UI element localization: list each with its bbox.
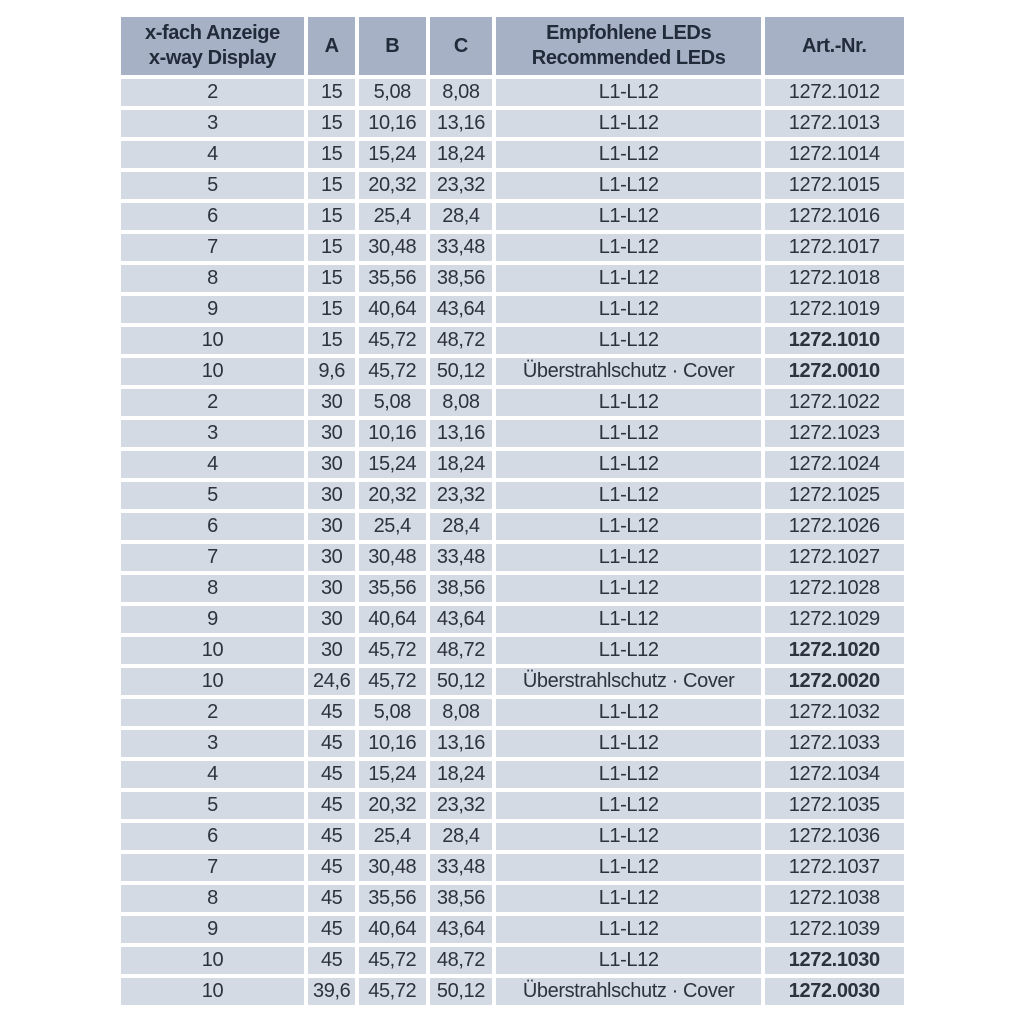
cell-dim-c: 18,24 <box>430 761 493 788</box>
cell-recommended-leds: Überstrahlschutz · Cover <box>496 358 761 385</box>
cell-article-number: 1272.0010 <box>765 358 903 385</box>
table-row <box>121 358 904 385</box>
cell-dim-c: 8,08 <box>430 79 493 106</box>
cell-article-number: 1272.1013 <box>765 110 903 137</box>
cell-dim-b: 25,4 <box>359 823 426 850</box>
cell-dim-b: 45,72 <box>359 358 426 385</box>
table-row <box>121 699 904 726</box>
table-row <box>121 203 904 230</box>
header-cell-a: A <box>308 17 354 75</box>
cell-dim-b: 40,64 <box>359 916 426 943</box>
cell-dim-a: 45 <box>308 792 354 819</box>
table-row <box>121 668 904 695</box>
cell-dim-c: 33,48 <box>430 544 493 571</box>
cell-dim-b: 10,16 <box>359 420 426 447</box>
cell-article-number: 1272.1027 <box>765 544 903 571</box>
table-row <box>121 389 904 416</box>
cell-recommended-leds: L1-L12 <box>496 606 761 633</box>
cell-dim-c: 18,24 <box>430 451 493 478</box>
cell-display-count: 2 <box>121 389 305 416</box>
cell-recommended-leds: L1-L12 <box>496 544 761 571</box>
cell-dim-a: 45 <box>308 823 354 850</box>
cell-display-count: 5 <box>121 172 305 199</box>
cell-dim-c: 33,48 <box>430 854 493 881</box>
cell-dim-a: 15 <box>308 172 354 199</box>
cell-dim-a: 15 <box>308 110 354 137</box>
cell-dim-c: 13,16 <box>430 420 493 447</box>
cell-dim-a: 15 <box>308 79 354 106</box>
cell-article-number: 1272.1032 <box>765 699 903 726</box>
cell-dim-b: 15,24 <box>359 451 426 478</box>
table-row <box>121 885 904 912</box>
cell-recommended-leds: L1-L12 <box>496 110 761 137</box>
cell-dim-b: 40,64 <box>359 606 426 633</box>
cell-dim-c: 8,08 <box>430 389 493 416</box>
header-row <box>121 17 904 75</box>
table-row <box>121 482 904 509</box>
cell-recommended-leds: L1-L12 <box>496 823 761 850</box>
cell-dim-b: 20,32 <box>359 792 426 819</box>
table-row <box>121 916 904 943</box>
cell-recommended-leds: L1-L12 <box>496 172 761 199</box>
cell-dim-c: 23,32 <box>430 172 493 199</box>
cell-recommended-leds: L1-L12 <box>496 451 761 478</box>
cell-display-count: 9 <box>121 916 305 943</box>
cell-article-number: 1272.1019 <box>765 296 903 323</box>
cell-dim-a: 15 <box>308 203 354 230</box>
cell-dim-a: 45 <box>308 699 354 726</box>
cell-display-count: 10 <box>121 637 305 664</box>
cell-dim-a: 45 <box>308 885 354 912</box>
table-row <box>121 544 904 571</box>
cell-article-number: 1272.1022 <box>765 389 903 416</box>
table-row <box>121 761 904 788</box>
cell-article-number: 1272.1039 <box>765 916 903 943</box>
cell-dim-a: 15 <box>308 327 354 354</box>
cell-dim-c: 43,64 <box>430 606 493 633</box>
cell-recommended-leds: L1-L12 <box>496 141 761 168</box>
cell-dim-c: 38,56 <box>430 265 493 292</box>
cell-recommended-leds: L1-L12 <box>496 854 761 881</box>
cell-dim-a: 45 <box>308 916 354 943</box>
cell-dim-a: 30 <box>308 513 354 540</box>
cell-dim-a: 30 <box>308 575 354 602</box>
cell-article-number: 1272.1010 <box>765 327 903 354</box>
cell-dim-a: 30 <box>308 389 354 416</box>
cell-dim-c: 50,12 <box>430 668 493 695</box>
cell-article-number: 1272.1012 <box>765 79 903 106</box>
cell-recommended-leds: L1-L12 <box>496 203 761 230</box>
cell-display-count: 4 <box>121 761 305 788</box>
cell-article-number: 1272.1030 <box>765 947 903 974</box>
cell-article-number: 1272.1014 <box>765 141 903 168</box>
cell-dim-c: 13,16 <box>430 730 493 757</box>
cell-dim-a: 15 <box>308 141 354 168</box>
cell-dim-b: 20,32 <box>359 482 426 509</box>
table-row <box>121 141 904 168</box>
header-display-line1: x-fach Anzeige <box>145 22 280 44</box>
table-row <box>121 606 904 633</box>
cell-article-number: 1272.1029 <box>765 606 903 633</box>
cell-display-count: 4 <box>121 451 305 478</box>
cell-dim-b: 15,24 <box>359 761 426 788</box>
cell-article-number: 1272.1018 <box>765 265 903 292</box>
cell-recommended-leds: L1-L12 <box>496 916 761 943</box>
cell-dim-b: 25,4 <box>359 513 426 540</box>
cell-dim-c: 28,4 <box>430 823 493 850</box>
cell-dim-a: 30 <box>308 482 354 509</box>
table-row <box>121 265 904 292</box>
cell-dim-b: 25,4 <box>359 203 426 230</box>
cell-recommended-leds: L1-L12 <box>496 482 761 509</box>
cell-dim-b: 30,48 <box>359 544 426 571</box>
table-row <box>121 110 904 137</box>
cell-recommended-leds: L1-L12 <box>496 296 761 323</box>
cell-article-number: 1272.0020 <box>765 668 903 695</box>
table-row <box>121 978 904 1005</box>
cell-display-count: 7 <box>121 854 305 881</box>
cell-article-number: 1272.1034 <box>765 761 903 788</box>
cell-dim-a: 30 <box>308 420 354 447</box>
cell-article-number: 1272.1035 <box>765 792 903 819</box>
header-cell-display <box>121 17 305 75</box>
table-row <box>121 79 904 106</box>
cell-article-number: 1272.1015 <box>765 172 903 199</box>
cell-article-number: 1272.1036 <box>765 823 903 850</box>
cell-dim-a: 30 <box>308 606 354 633</box>
table-header <box>121 17 904 75</box>
cell-display-count: 2 <box>121 699 305 726</box>
cell-dim-a: 30 <box>308 544 354 571</box>
cell-dim-b: 35,56 <box>359 575 426 602</box>
header-leds-line1: Empfohlene LEDs <box>546 22 712 44</box>
cell-dim-a: 45 <box>308 947 354 974</box>
cell-display-count: 2 <box>121 79 305 106</box>
table-row <box>121 730 904 757</box>
cell-article-number: 1272.1033 <box>765 730 903 757</box>
cell-dim-b: 45,72 <box>359 668 426 695</box>
cell-article-number: 1272.1024 <box>765 451 903 478</box>
cell-recommended-leds: L1-L12 <box>496 265 761 292</box>
table-row <box>121 575 904 602</box>
cell-dim-b: 15,24 <box>359 141 426 168</box>
cell-dim-a: 24,6 <box>308 668 354 695</box>
table-row <box>121 172 904 199</box>
cell-dim-a: 30 <box>308 637 354 664</box>
cell-display-count: 10 <box>121 947 305 974</box>
cell-article-number: 1272.1028 <box>765 575 903 602</box>
cell-display-count: 6 <box>121 513 305 540</box>
cell-dim-b: 30,48 <box>359 234 426 261</box>
cell-recommended-leds: Überstrahlschutz · Cover <box>496 978 761 1005</box>
cell-dim-c: 23,32 <box>430 482 493 509</box>
cell-dim-a: 9,6 <box>308 358 354 385</box>
cell-dim-b: 35,56 <box>359 265 426 292</box>
cell-article-number: 1272.1025 <box>765 482 903 509</box>
table-row <box>121 327 904 354</box>
table-row <box>121 513 904 540</box>
cell-dim-b: 5,08 <box>359 699 426 726</box>
cell-article-number: 1272.1037 <box>765 854 903 881</box>
cell-dim-b: 5,08 <box>359 389 426 416</box>
cell-dim-a: 15 <box>308 296 354 323</box>
cell-recommended-leds: L1-L12 <box>496 730 761 757</box>
cell-recommended-leds: L1-L12 <box>496 792 761 819</box>
cell-dim-c: 33,48 <box>430 234 493 261</box>
cell-recommended-leds: L1-L12 <box>496 699 761 726</box>
cell-display-count: 3 <box>121 730 305 757</box>
cell-article-number: 1272.1020 <box>765 637 903 664</box>
cell-article-number: 1272.1017 <box>765 234 903 261</box>
table-row <box>121 420 904 447</box>
cell-display-count: 7 <box>121 544 305 571</box>
header-cell-art: Art.-Nr. <box>765 17 903 75</box>
table-row <box>121 947 904 974</box>
table-row <box>121 234 904 261</box>
cell-display-count: 10 <box>121 327 305 354</box>
cell-dim-c: 28,4 <box>430 513 493 540</box>
table-body <box>121 79 904 1005</box>
cell-dim-a: 45 <box>308 730 354 757</box>
cell-display-count: 4 <box>121 141 305 168</box>
cell-recommended-leds: L1-L12 <box>496 637 761 664</box>
cell-dim-b: 10,16 <box>359 110 426 137</box>
header-cell-c: C <box>430 17 493 75</box>
cell-dim-c: 38,56 <box>430 575 493 602</box>
cell-recommended-leds: L1-L12 <box>496 420 761 447</box>
cell-dim-a: 45 <box>308 761 354 788</box>
cell-display-count: 3 <box>121 110 305 137</box>
led-display-spec-table <box>117 13 908 1009</box>
header-display-line2: x-way Display <box>148 47 276 69</box>
cell-display-count: 10 <box>121 978 305 1005</box>
cell-dim-b: 45,72 <box>359 947 426 974</box>
cell-dim-c: 38,56 <box>430 885 493 912</box>
cell-recommended-leds: L1-L12 <box>496 575 761 602</box>
header-cell-leds <box>496 17 761 75</box>
cell-dim-c: 18,24 <box>430 141 493 168</box>
cell-dim-b: 45,72 <box>359 637 426 664</box>
cell-dim-b: 35,56 <box>359 885 426 912</box>
cell-display-count: 7 <box>121 234 305 261</box>
cell-dim-b: 10,16 <box>359 730 426 757</box>
cell-dim-a: 15 <box>308 265 354 292</box>
cell-dim-c: 48,72 <box>430 637 493 664</box>
cell-display-count: 10 <box>121 358 305 385</box>
cell-recommended-leds: L1-L12 <box>496 327 761 354</box>
table-row <box>121 296 904 323</box>
cell-display-count: 6 <box>121 823 305 850</box>
cell-dim-c: 43,64 <box>430 916 493 943</box>
cell-display-count: 6 <box>121 203 305 230</box>
cell-dim-a: 45 <box>308 854 354 881</box>
cell-recommended-leds: L1-L12 <box>496 947 761 974</box>
cell-dim-b: 5,08 <box>359 79 426 106</box>
cell-display-count: 3 <box>121 420 305 447</box>
cell-recommended-leds: L1-L12 <box>496 234 761 261</box>
cell-display-count: 10 <box>121 668 305 695</box>
cell-dim-b: 30,48 <box>359 854 426 881</box>
table-row <box>121 451 904 478</box>
cell-article-number: 1272.1026 <box>765 513 903 540</box>
cell-article-number: 1272.1038 <box>765 885 903 912</box>
cell-dim-c: 8,08 <box>430 699 493 726</box>
cell-display-count: 9 <box>121 296 305 323</box>
cell-dim-a: 30 <box>308 451 354 478</box>
table-row <box>121 637 904 664</box>
cell-recommended-leds: Überstrahlschutz · Cover <box>496 668 761 695</box>
cell-dim-c: 43,64 <box>430 296 493 323</box>
table-row <box>121 823 904 850</box>
cell-recommended-leds: L1-L12 <box>496 79 761 106</box>
cell-display-count: 8 <box>121 575 305 602</box>
cell-display-count: 8 <box>121 265 305 292</box>
cell-dim-a: 39,6 <box>308 978 354 1005</box>
cell-dim-b: 20,32 <box>359 172 426 199</box>
cell-dim-b: 45,72 <box>359 327 426 354</box>
cell-article-number: 1272.1023 <box>765 420 903 447</box>
cell-dim-b: 45,72 <box>359 978 426 1005</box>
table-row <box>121 792 904 819</box>
cell-dim-c: 28,4 <box>430 203 493 230</box>
header-cell-b: B <box>359 17 426 75</box>
cell-recommended-leds: L1-L12 <box>496 513 761 540</box>
cell-dim-b: 40,64 <box>359 296 426 323</box>
header-leds-line2: Recommended LEDs <box>531 47 726 69</box>
cell-dim-c: 50,12 <box>430 978 493 1005</box>
cell-recommended-leds: L1-L12 <box>496 761 761 788</box>
cell-display-count: 5 <box>121 792 305 819</box>
cell-display-count: 8 <box>121 885 305 912</box>
cell-dim-c: 48,72 <box>430 327 493 354</box>
cell-recommended-leds: L1-L12 <box>496 389 761 416</box>
cell-dim-c: 13,16 <box>430 110 493 137</box>
cell-display-count: 9 <box>121 606 305 633</box>
cell-dim-c: 23,32 <box>430 792 493 819</box>
cell-dim-c: 48,72 <box>430 947 493 974</box>
cell-article-number: 1272.0030 <box>765 978 903 1005</box>
table-row <box>121 854 904 881</box>
cell-dim-c: 50,12 <box>430 358 493 385</box>
cell-recommended-leds: L1-L12 <box>496 885 761 912</box>
cell-dim-a: 15 <box>308 234 354 261</box>
cell-display-count: 5 <box>121 482 305 509</box>
cell-article-number: 1272.1016 <box>765 203 903 230</box>
